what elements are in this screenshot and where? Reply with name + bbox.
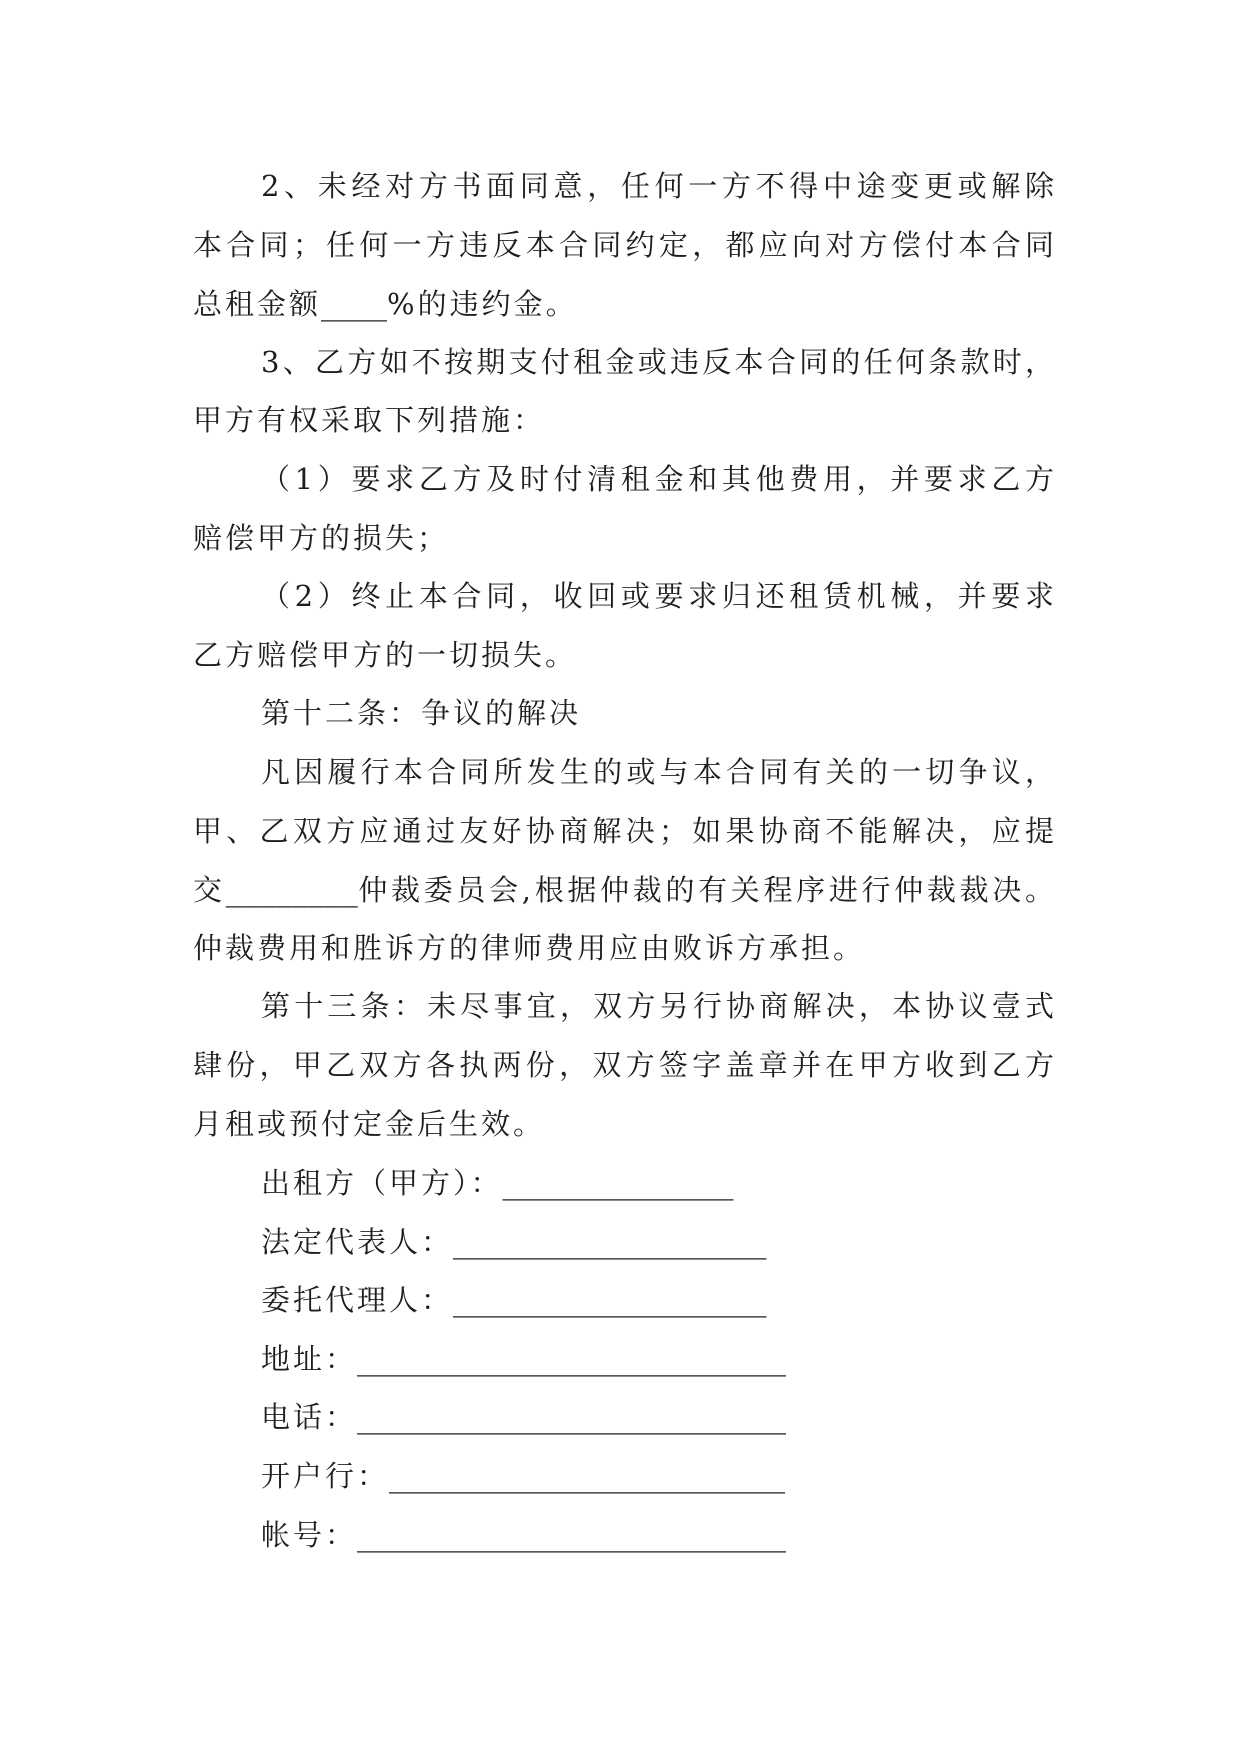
- line-text: 仲裁委员会,根据仲裁的有关程序进行仲裁裁决。: [357, 873, 1057, 908]
- field-label: 委托代理人：: [261, 1283, 454, 1318]
- line-text: 交: [193, 873, 226, 908]
- item-3-paragraph: [193, 333, 1057, 450]
- paragraph-line: 甲方有权采取下列措施：: [193, 403, 546, 438]
- field-label: 电话：: [261, 1400, 358, 1435]
- field-label: 地址：: [261, 1341, 358, 1376]
- field-blank: __________________________: [357, 1513, 787, 1553]
- signature-block: [193, 1153, 1057, 1563]
- fill-in-blank: ____: [321, 283, 388, 323]
- paragraph-line: [193, 274, 1057, 333]
- field-label: 出租方（甲方）：: [261, 1166, 503, 1201]
- paragraph-line: 仲裁费用和胜诉方的律师费用应由败诉方承担。: [193, 930, 866, 965]
- article-12-body: [193, 743, 1057, 977]
- paragraph-line: 本合同；任何一方违反本合同约定，都应向对方偿付本合同: [193, 227, 1057, 262]
- paragraph-line: 甲、乙双方应通过友好协商解决；如果协商不能解决，应提: [193, 813, 1057, 848]
- field-blank: ___________________: [453, 1220, 767, 1260]
- field-blank: __________________________: [357, 1396, 787, 1436]
- measure-2-paragraph: [193, 567, 1057, 684]
- article-12-heading: [193, 684, 1057, 743]
- field-blank: ______________: [502, 1162, 734, 1202]
- field-label: 法定代表人：: [261, 1224, 454, 1259]
- address-field: [193, 1329, 1057, 1388]
- legal-representative-field: [193, 1212, 1057, 1271]
- line-text: %的违约金。: [387, 287, 578, 322]
- paragraph-line: 2、未经对方书面同意，任何一方不得中途变更或解除: [261, 169, 1057, 203]
- paragraph-line: 肆份，甲乙双方各执两份，双方签字盖章并在甲方收到乙方: [193, 1047, 1057, 1082]
- field-blank: __________________________: [357, 1337, 787, 1377]
- authorized-agent-field: [193, 1270, 1057, 1329]
- paragraph-line: 月租或预付定金后生效。: [193, 1106, 546, 1141]
- paragraph-line: 乙方赔偿甲方的一切损失。: [193, 637, 578, 672]
- paragraph-line: （1）要求乙方及时付清租金和其他费用，并要求乙方: [261, 461, 1057, 496]
- paragraph-line: 凡因履行本合同所发生的或与本合同有关的一切争议，: [261, 754, 1057, 789]
- lessor-field: [193, 1153, 1057, 1212]
- account-number-field: [193, 1505, 1057, 1564]
- item-2-paragraph: [193, 157, 1057, 333]
- field-blank: ________________________: [389, 1455, 786, 1495]
- field-blank: ___________________: [453, 1279, 767, 1319]
- article-13-paragraph: [193, 977, 1057, 1153]
- paragraph-line: 3、乙方如不按期支付租金或违反本合同的任何条款时，: [261, 344, 1057, 379]
- fill-in-blank: ________: [225, 869, 358, 909]
- paragraph-line: [193, 860, 1057, 919]
- paragraph-line: 赔偿甲方的损失；: [193, 520, 450, 555]
- paragraph-line: 第十二条：争议的解决: [261, 696, 582, 731]
- field-label: 帐号：: [261, 1517, 358, 1552]
- bank-field: [193, 1446, 1057, 1505]
- paragraph-line: （2）终止本合同，收回或要求归还租赁机械，并要求: [261, 579, 1057, 614]
- line-text: 总租金额: [193, 287, 322, 322]
- contract-page: [193, 157, 1057, 1563]
- field-label: 开户行：: [261, 1459, 390, 1494]
- measure-1-paragraph: [193, 450, 1057, 567]
- paragraph-line: 第十三条：未尽事宜，双方另行协商解决，本协议壹式: [261, 989, 1057, 1024]
- phone-field: [193, 1387, 1057, 1446]
